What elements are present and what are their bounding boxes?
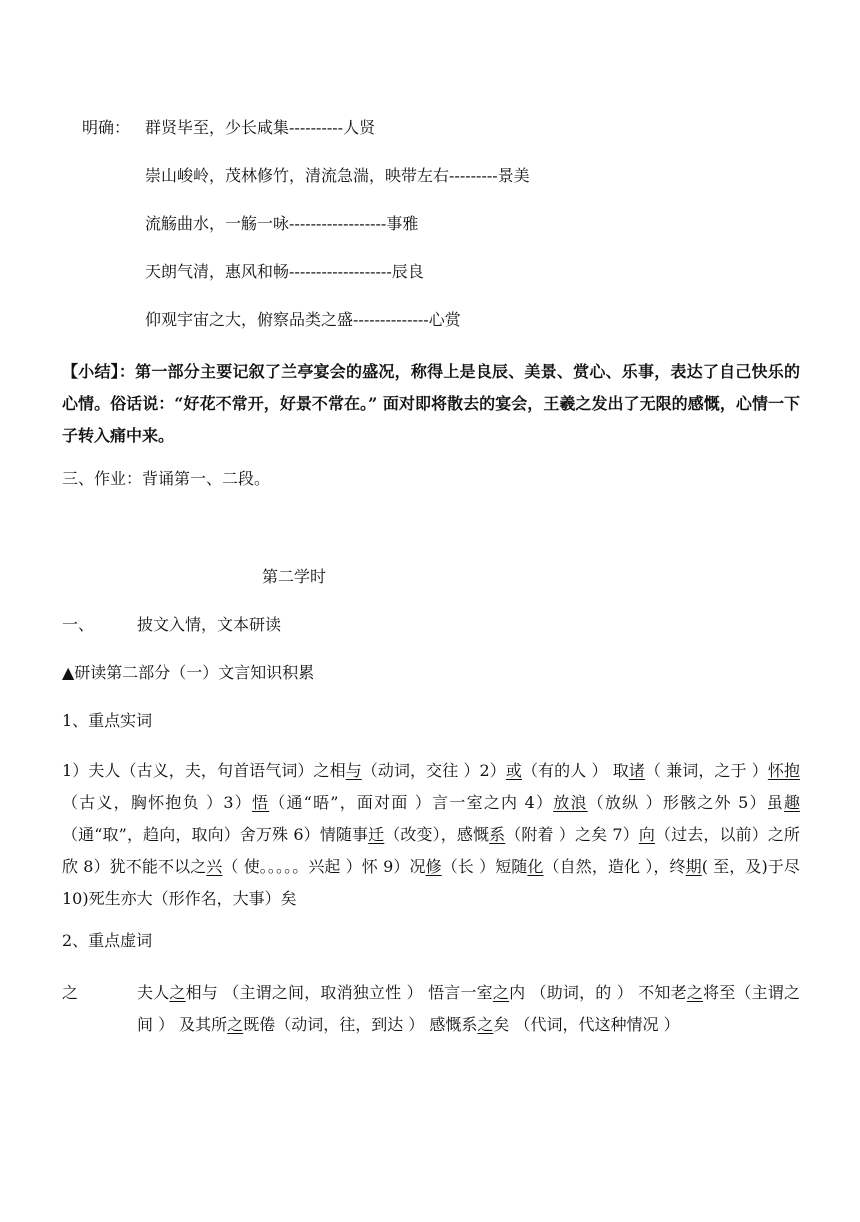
key-word: 之	[169, 983, 186, 1002]
vocab-heading: 1、重点实词	[62, 711, 153, 730]
key-word: 兴	[206, 857, 223, 876]
vocab-text: （ 使。。。。。兴起 ）怀 9）况	[222, 857, 426, 876]
zhi-examples	[137, 977, 800, 1041]
key-word: 之	[686, 983, 704, 1002]
vocab-text: （通“晤”，面对面 ）言一室之内 4）	[269, 793, 554, 812]
vocab-text: （有的人 ） 取	[521, 761, 629, 780]
mingque-item: 崇山峻岭，茂林修竹，清流急湍，映带左右---------景美	[145, 166, 530, 185]
mingque-item: 天朗气清，惠风和畅-------------------辰良	[145, 262, 424, 281]
key-word: 与	[345, 761, 362, 780]
vocab-text: （ 兼词，之于 ）	[644, 761, 768, 780]
function-word-zhi: 之	[62, 983, 79, 1002]
zhi-text: 矣 （代词，代这种情况 ）	[493, 1015, 680, 1034]
key-word: 迁	[368, 825, 385, 844]
mingque-item: 群贤毕至，少长咸集----------人贤	[145, 118, 376, 137]
xuci-heading: 2、重点虚词	[62, 931, 153, 950]
vocab-text: （动词，交往 ）2）	[361, 761, 506, 780]
key-word: 趣	[783, 793, 800, 812]
vocab-text: （放纵 ）形骸之外 5）虽	[587, 793, 784, 812]
key-word: 诸	[628, 761, 645, 780]
vocab-text: 1）夫人（古义，夫，句首语气词）之相	[62, 761, 346, 780]
study-heading: ▲研读第二部分（一）文言知识积累	[62, 663, 315, 682]
vocab-text: （长 ）短随	[441, 857, 528, 876]
vocab-text: （改变），感慨	[384, 825, 490, 844]
mingque-item: 流觞曲水，一觞一咏------------------事雅	[145, 214, 419, 233]
section-number: 一、	[62, 615, 95, 634]
vocab-text: （附着 ）之矣 7）	[505, 825, 639, 844]
vocab-text: ( 至，及)于尽 10)死生亦大（形作名，大事）矣	[62, 857, 800, 908]
mingque-item: 仰观宇宙之大，俯察品类之盛--------------心赏	[145, 310, 461, 329]
homework-line: 三、作业：背诵第一、二段。	[62, 469, 271, 488]
vocab-text: （古义，胸怀抱负 ）3）	[62, 793, 252, 812]
mingque-label: 明确：	[82, 118, 131, 137]
key-word: 期	[685, 857, 702, 876]
key-word: 怀抱	[767, 761, 800, 780]
key-word: 化	[527, 857, 544, 876]
zhi-text: 夫人	[137, 983, 170, 1002]
key-word: 向	[638, 825, 655, 844]
zhi-text: 内 （助词，的 ） 不知老	[509, 983, 687, 1002]
summary-tag: 【小结】	[62, 362, 119, 381]
key-word: 或	[505, 761, 522, 780]
section-title: 披文入情，文本研读	[137, 615, 282, 634]
key-word: 修	[425, 857, 442, 876]
lesson-title: 第二学时	[262, 567, 327, 586]
key-word: 之	[492, 983, 510, 1002]
vocab-text: （自然，造化 ），终	[543, 857, 686, 876]
vocab-text: （过去，以前）之所欣 8）犹不能不以之	[62, 825, 800, 876]
summary-text: ：第一部分主要记叙了兰亭宴会的盛况，称得上是良辰、美景、赏心、乐事，表达了自己快乐的心情。俗话说：“好花不常开，好景不常在。” 面对即将散去的宴会，王羲之发出了无限的感慨，心情一下子转入痛中来。	[62, 362, 800, 445]
vocab-paragraph	[62, 755, 800, 915]
vocab-text: （通“取”，趋向，取向）舍万殊 6）情随事	[62, 825, 369, 844]
key-word: 之	[477, 1015, 494, 1034]
summary-paragraph	[62, 356, 800, 452]
zhi-text: 将至（主谓之间 ） 及其所	[137, 983, 800, 1034]
key-word: 放浪	[553, 793, 588, 812]
key-word: 系	[489, 825, 506, 844]
zhi-text: 既倦（动词，往，到达 ） 感慨系	[243, 1015, 478, 1034]
zhi-text: 相与 （主谓之间，取消独立性 ） 悟言一室	[185, 983, 493, 1002]
key-word: 之	[227, 1015, 244, 1034]
key-word: 悟	[251, 793, 270, 812]
